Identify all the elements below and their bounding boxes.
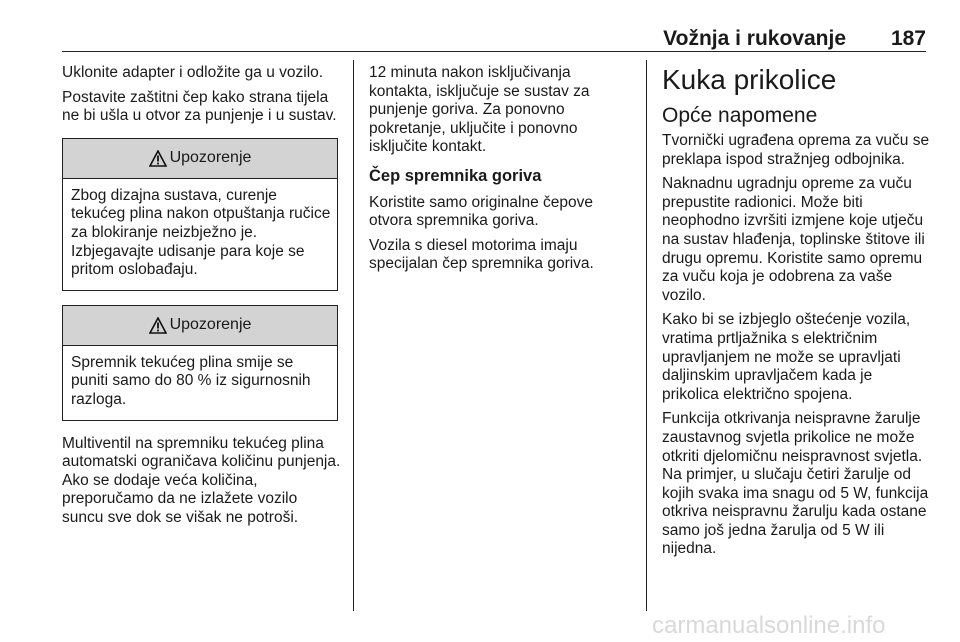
paragraph: Postavite zaštitni čep kako strana tijela ne bi ušla u otvor za punjenje i u sustav.: [62, 88, 337, 125]
header-rule: [62, 51, 926, 52]
paragraph: 12 minuta nakon isključivanja kontakta, isključuje se sustav za punjenje goriva. Za ponovno pokretanje, uključite i ponovno isključite kontakt.: [369, 64, 590, 156]
paragraph: Kako bi se izbjeglo oštećenje vozila, vratima prtljažnika s električnim upravljanjem ne može se upravljati daljinskim upravljačem kada je prikolica električno spojena.: [662, 311, 911, 403]
paragraph: Multiventil na spremniku tekućeg plina automatski ograničava količinu punjenja. Ako se dodaje veća količina, preporučamo da ne izlažete vozilo suncu sve dok se višak ne potroši.: [62, 434, 341, 526]
watermark: carmanualsonline.info: [652, 612, 886, 639]
warning-box: [62, 138, 338, 291]
section-heading: Opće napomene: [662, 104, 818, 127]
warning-text: Zbog dizajna sustava, curenje tekućeg plina nakon otpuštanja ručice za blokiranje neizbježno je. Izbjegavajte udisanje para koje se pritom oslobađaju.: [71, 186, 331, 279]
paragraph: Naknadnu ugradnju opreme za vuču prepustite radionici. Može biti neophodno izvršiti izmjene koje utječu na sustav hlađenja, toplinske štitove ili drugu opremu. Koristite samo opremu za vuču koja je odobrena za vaše vozilo.: [662, 175, 925, 304]
paragraph: Koristite samo originalne čepove otvora spremnika goriva.: [369, 193, 594, 230]
paragraph: Uklonite adapter i odložite ga u vozilo.: [62, 64, 324, 81]
paragraph: Funkcija otkrivanja neispravne žarulje zaustavnog svjetla prikolice ne može otkriti djelomičnu neispravnost svjetla. Na primjer, u slučaju četiri žarulje od kojih svaka ima snagu od 5 W, funkcija otkriva neispravnu žarulju kada ostane samo još jedna žarulja od 5 W ili nijedna.: [662, 410, 929, 558]
column-separator: [646, 60, 647, 611]
warning-header: [63, 139, 337, 179]
warning-header: [63, 306, 337, 346]
warning-title: Upozorenje: [169, 148, 252, 166]
paragraph: Vozila s diesel motorima imaju specijalan čep spremnika goriva.: [369, 236, 594, 273]
page-header: [62, 27, 926, 53]
warning-box: [62, 305, 338, 421]
column-separator: [353, 60, 354, 611]
column-1: [62, 64, 342, 534]
warning-icon: [149, 317, 167, 334]
column-2: [369, 64, 609, 280]
page-number: 187: [890, 27, 926, 50]
section-heading: Čep spremnika goriva: [369, 166, 542, 185]
paragraph: Tvornički ugrađena oprema za vuču se preklapa ispod stražnjeg odbojnika.: [662, 132, 930, 168]
warning-icon: [149, 150, 167, 167]
warning-title: Upozorenje: [169, 315, 252, 333]
column-3: [662, 64, 932, 565]
running-title: Vožnja i rukovanje: [663, 27, 846, 50]
chapter-heading: Kuka prikolice: [662, 64, 837, 95]
warning-text: Spremnik tekućeg plina smije se puniti samo do 80 % iz sigurnosnih razloga.: [71, 353, 311, 408]
